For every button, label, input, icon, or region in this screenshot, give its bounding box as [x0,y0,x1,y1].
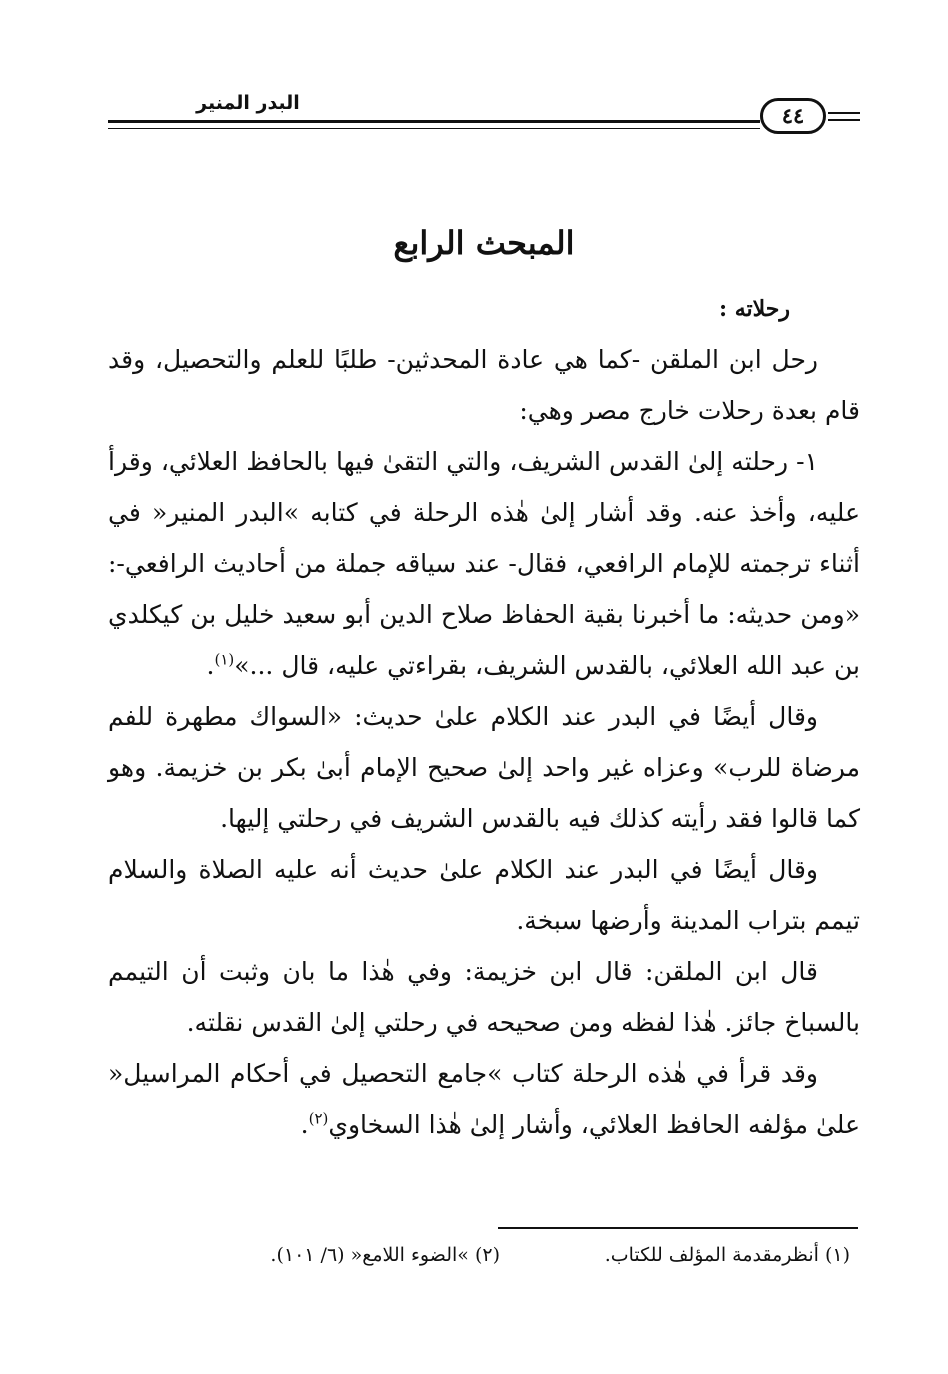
footnote-ref: (١) [214,650,235,669]
chapter-title: المبحث الرابع [393,224,575,262]
page-number-badge: ٤٤ [760,98,826,134]
footnote-2: (٢) »الضوء اللامع« (٦/ ١٠١). [270,1244,500,1266]
footnote-rule [498,1227,858,1229]
paragraph: وقال أيضًا في البدر عند الكلام علىٰ حديث: «السواك مطهرة للفم مرضاة للرب» وعزاه غير واحد إلىٰ صحيح الإمام أبىٰ بكر بن خزيمة. وهو كما قالوا فقد رأيته كذلك فيه بالقدس الشريف في رحلتي إليها. [108,702,860,833]
running-header [108,92,860,142]
paragraph: وقال أيضًا في البدر عند الكلام علىٰ حديث أنه عليه الصلاة والسلام تيمم بتراب المدينة وأرضها سبخة. [108,855,860,935]
paragraph: رحل ابن الملقن -كما هي عادة المحدثين- طلبًا للعلم والتحصيل، وقد قام بعدة رحلات خارج مصر وهي: [108,345,860,425]
header-rule-thick [108,120,760,123]
paragraph: قال ابن الملقن: قال ابن خزيمة: وفي هٰذا ما بان وثبت أن التيمم بالسباخ جائز. هٰذا لفظه ومن صحيحه في رحلتي إلىٰ القدس نقلته. [108,957,860,1037]
header-rule-tail [828,119,860,121]
footnote-ref: (٢) [308,1109,329,1128]
header-rule-thin [108,128,760,129]
paragraph: ١- رحلته إلىٰ القدس الشريف، والتي التقىٰ فيها بالحافظ العلائي، وقرأ عليه، وأخذ عنه. وقد أشار إلىٰ هٰذه الرحلة في كتابه »البدر المنير« في أثناء ترجمته للإمام الرافعي، فقال- عند سياقه جملة من أحاديث الرافعي-: «ومن حديثه: ما أخبرنا بقية الحفاظ صلاح الدين أبو سعيد خليل بن كيكلدي بن عبد الله العلائي، بالقدس الشريف، بقراءتي عليه، قال ...»$^{(١)}$. [108,447,860,680]
footnote-1: (١) أنظرمقدمة المؤلف للكتاب. [604,1244,850,1266]
body-text [108,334,860,1150]
paragraph: وقد قرأ في هٰذه الرحلة كتاب »جامع التحصيل في أحكام المراسيل« علىٰ مؤلفه الحافظ العلائي، وأشار إلىٰ هٰذا السخاوي$^{(٢)}$. [108,1059,860,1139]
footnotes [180,1244,850,1274]
header-rule-tail [828,112,860,114]
book-title: البدر المنير [196,92,300,114]
section-label: رحلاته : [718,296,790,322]
